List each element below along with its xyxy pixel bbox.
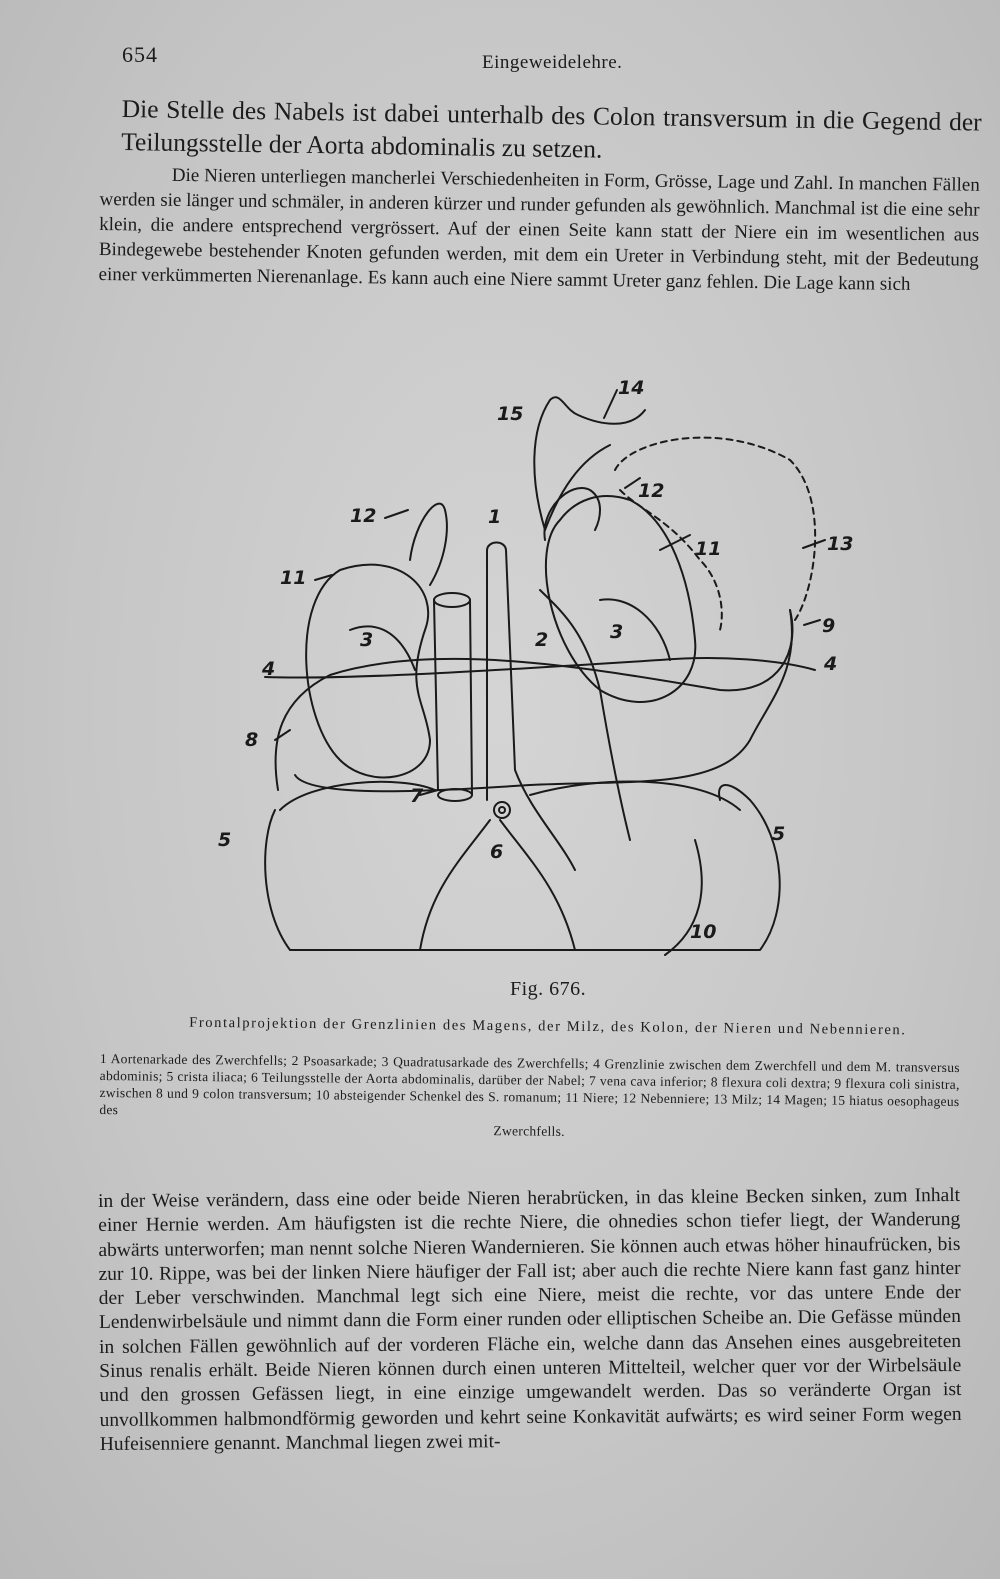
label-1: 1 [488,506,502,528]
label-3a: 3 [360,629,374,651]
aorta-right [506,550,575,870]
leader-11b [660,535,690,550]
paragraph-2-text: in der Weise verändern, dass eine oder beide Nieren herabrücken, in das kleine Becken sinken, zum Inhalt einer Hernie werden. Am häufigsten ist die rechte Niere, die ohnedies schon tiefer liegt, der Wanderung abwärts unterworfen; man nennt solche Nieren Wandernieren. Sie können auch etwas höher hinaufrücken, bis zur 10. Rippe, was bei der linken Niere häufiger der Fall ist; aber auch die rechte Niere kann fast ganz hinter der Leber verschwinden. Manchmal legt sich eine Niere, meist die rechte, vor das untere Ende der Lendenwirbelsäule und nimmt dann die Form einer runden oder elliptischen Scheibe an. Die Gefässe münden in solchen Fällen gewöhnlich auf der vorderen Fläche ein, welche dann das Ansehen eines ausgebreiteten Sinus renalis erhält. Beide Nieren können durch einen unteren Mittelteil, welcher quer vor der Wirbelsäule und den grossen Gefässen liegt, in eine einzige umgewandelt werden. Das so veränderte Organ ist unvollkommen halbmondförmig geworden und kehrt seine Konkavität aufwärts; es wird seiner Form wegen Hufeisenniere genannt. Manchmal liegen zwei mit- [98,1184,962,1455]
label-11a: 11 [280,567,307,589]
vena-cava-top [434,593,470,607]
anatomy-diagram [200,370,854,970]
figure-676 [200,370,854,970]
label-11b: 11 [695,538,722,560]
figure-title: Fig. 676. [510,978,587,1000]
vena-cava-left [434,600,438,790]
figure-legend [99,1050,960,1144]
leader-12a [385,510,408,518]
right-kidney [306,565,430,778]
left-kidney [546,496,695,702]
label-4a: 4 [262,658,276,680]
intro-paragraph-text: Die Stelle des Nabels ist dabei unterhalb des Colon transversum in die Gegend der Teilungsstelle der Aorta abdominalis zu setzen. [120,93,982,164]
right-adrenal [410,504,447,585]
leader-14 [604,390,617,418]
label-12a: 12 [350,505,377,527]
page-number: 654 [122,42,158,67]
page-header [122,38,842,78]
aorta-bifurcation-left [420,820,490,950]
label-7: 7 [410,785,424,807]
spleen-inner [620,490,722,630]
aorta-bifurcation-right [500,820,575,950]
label-13: 13 [827,533,854,555]
paragraph-kidney-variations [98,162,979,298]
colon-transversum [276,610,793,790]
intro-paragraph [121,92,982,172]
paragraph-1-text: Die Nieren unterliegen mancherlei Verschiedenheiten in Form, Grösse, Lage und Zahl. In manchen Fällen werden sie länger und schmäler, in anderen kürzer und runder gefunden als gewöhnlich. Manchmal ist die eine sehr klein, die andere entsprechend vergrössert. Auf der einen Seite kann statt der Niere ein im wesentlichen aus Bindegewebe bestehender Knoten gefunden werden, mit dem ein Ureter in Verbindung steht, mit der Bedeutung einer verkümmerten Nierenanlage. Es kann auch eine Niere sammt Ureter ganz fehlen. Die Lage kann sich [98,164,980,295]
vena-cava-right [470,600,472,795]
label-12b: 12 [638,480,665,502]
navel-outer [494,802,510,818]
label-14: 14 [618,377,645,399]
spleen-outline [615,438,815,620]
leader-9 [804,620,820,625]
label-8: 8 [245,729,259,751]
label-9: 9 [822,615,836,637]
figure-legend-text: 1 Aortenarkade des Zwerchfells; 2 Psoasarkade; 3 Quadratusarkade des Zwerchfells; 4 Grenzlinie zwischen dem Zwerchfell und dem M. transversus abdominis; 5 crista iliaca; 6 Teilungsstelle der Aorta abdominalis, darüber der Nabel; 7 vena cava inferior; 8 flexura coli dextra; 9 flexura coli sinistra, zwischen 8 und 9 colon transversum; 10 absteigender Schenkel des S. romanum; 11 Niere; 12 Nebenniere; 13 Milz; 14 Magen; 15 hiatus oesophageus des [99,1051,960,1118]
vena-cava-bottom [438,789,472,801]
navel-inner [499,807,505,813]
leader-8 [275,730,290,740]
label-4b: 4 [824,653,838,675]
paragraph-wanderniere [98,1184,962,1457]
label-15: 15 [497,403,524,425]
running-head: Eingeweidelehre. [482,52,623,73]
crista-iliaca-inner-right [530,781,740,810]
figure-caption-heading: Frontalprojektion der Grenzlinien des Magens, der Milz, des Kolon, der Nieren und Nebennieren. [189,1014,907,1039]
label-6: 6 [490,841,504,863]
label-2: 2 [535,629,549,651]
label-3b: 3 [610,621,624,643]
figure-legend-last: Zwerchfells. [493,1123,565,1139]
diaphragm-line [265,658,815,678]
label-10: 10 [690,921,717,943]
label-5b: 5 [772,823,786,845]
label-5a: 5 [218,829,232,851]
